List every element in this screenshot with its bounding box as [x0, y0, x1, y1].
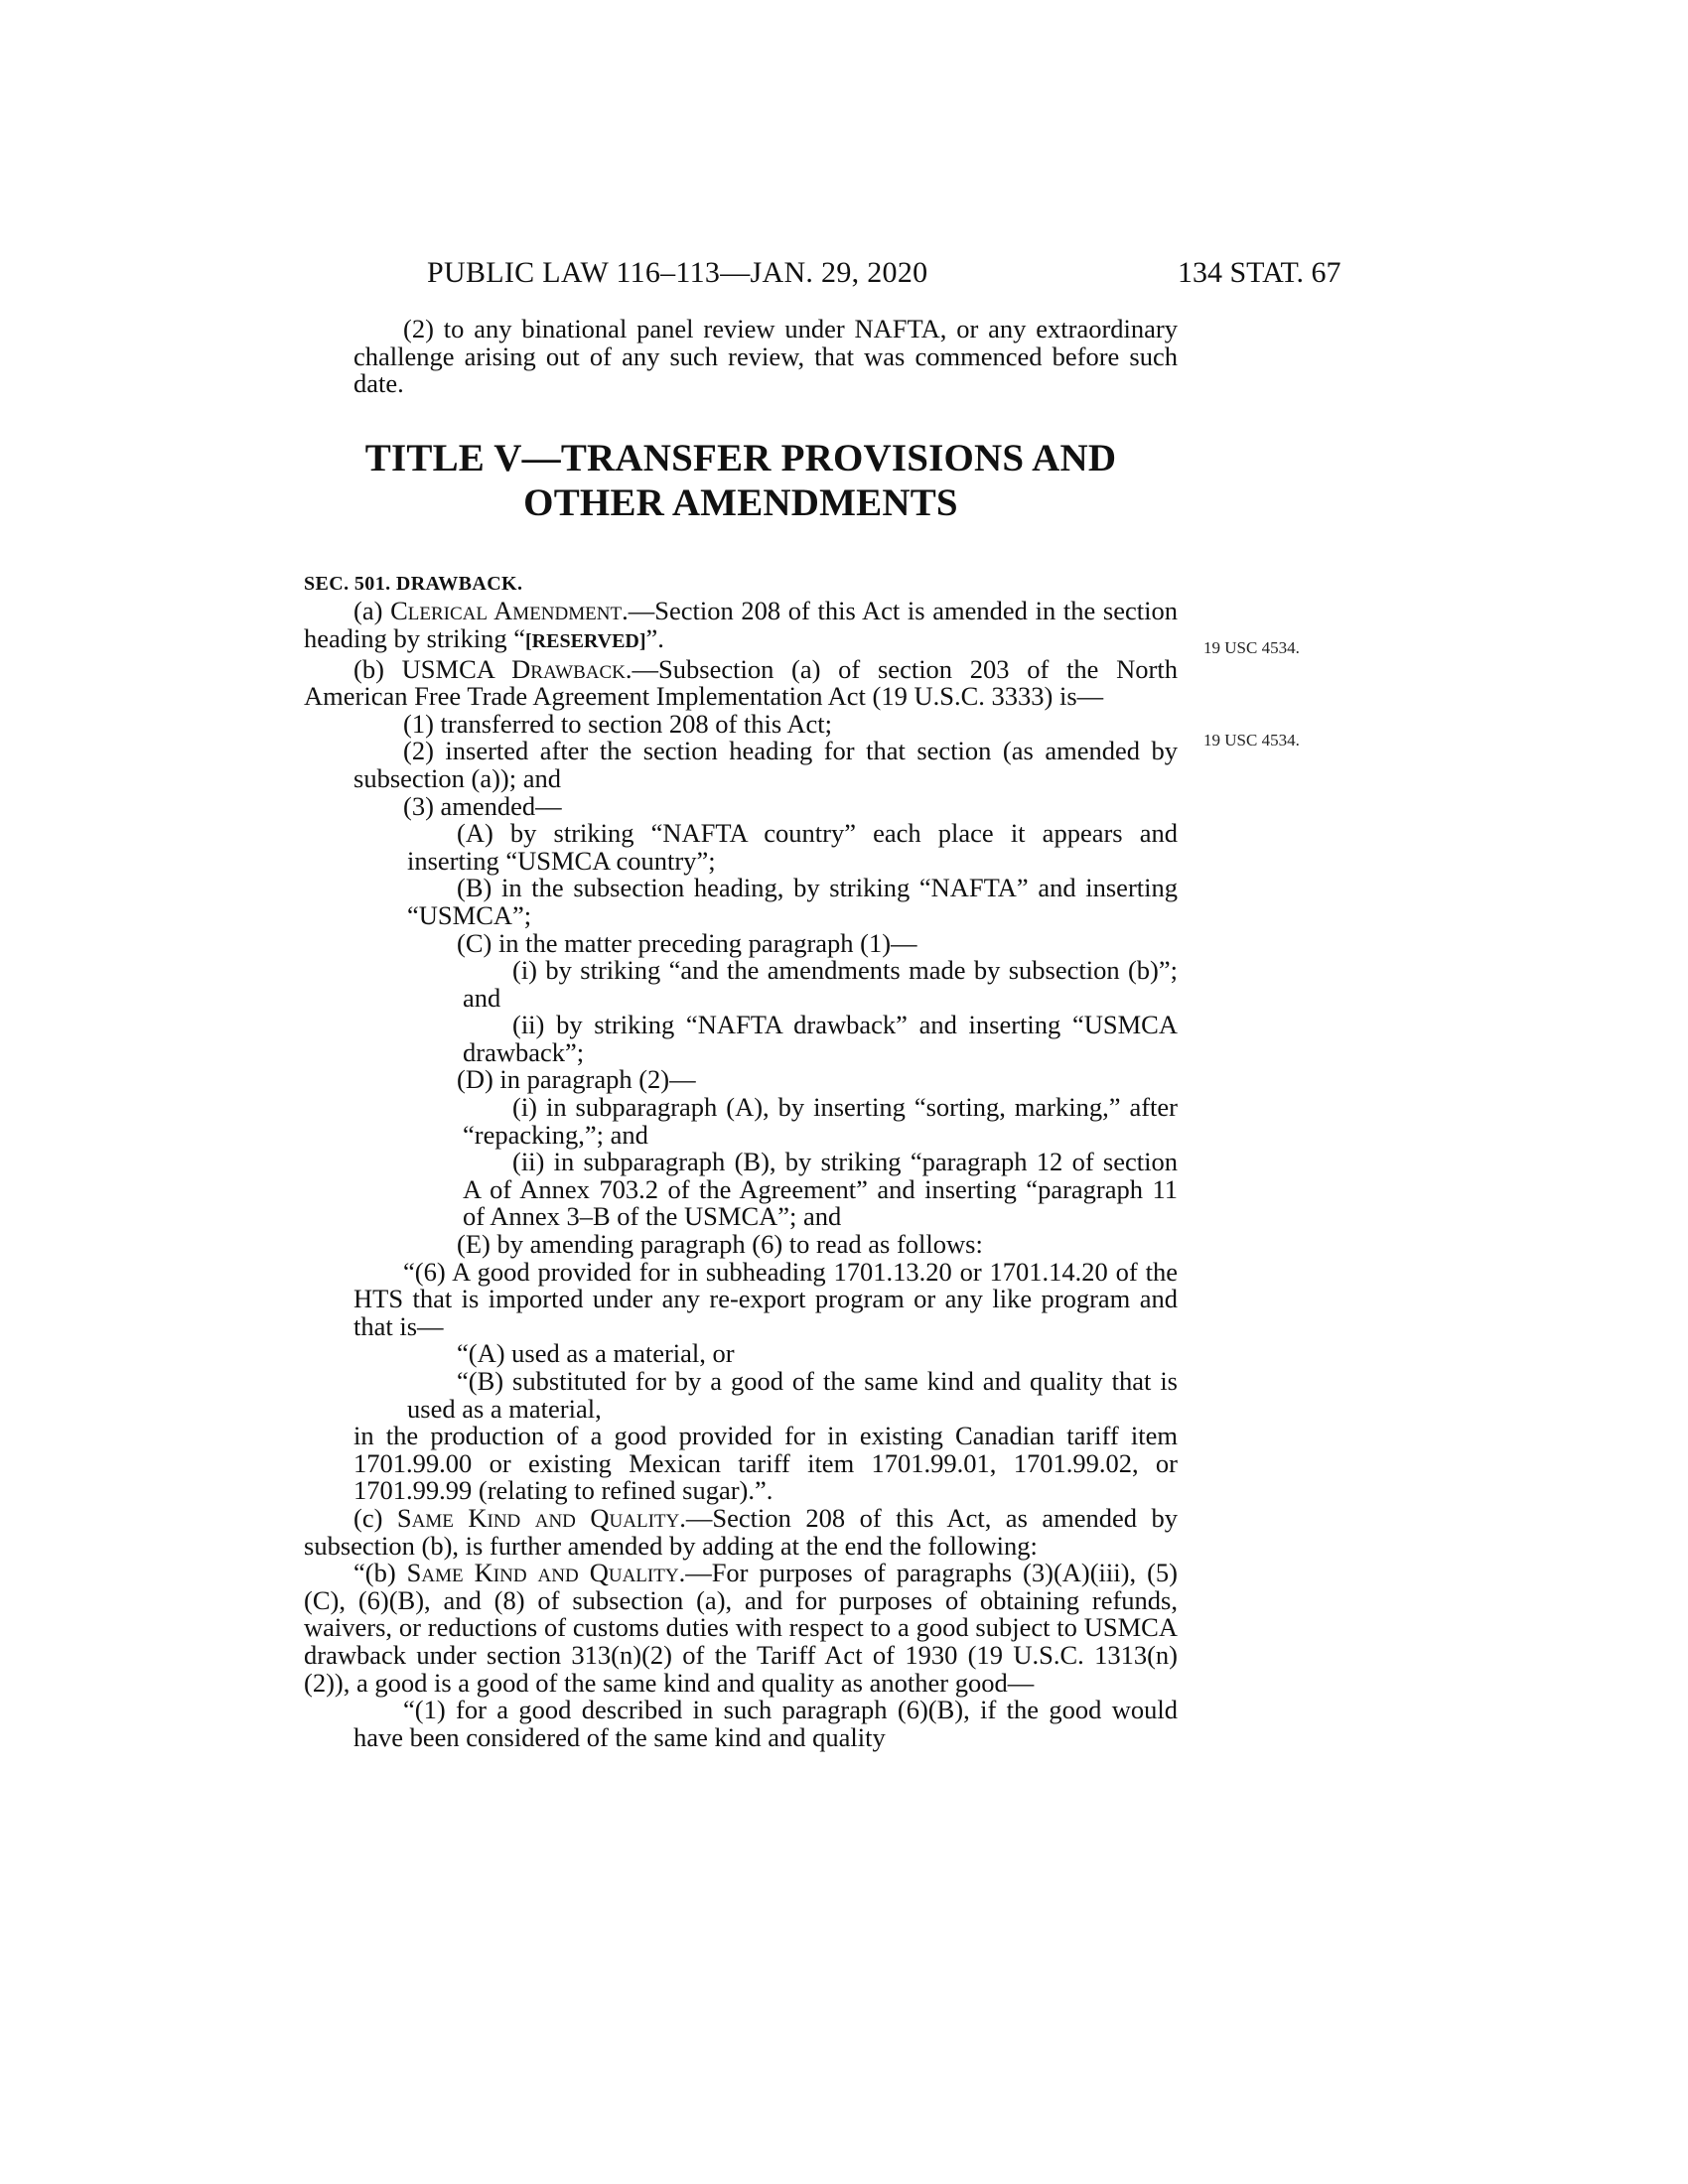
- subsection-label: (b) USMCA: [353, 653, 512, 684]
- paragraph: (2) to any binational panel review under NAFTA, or any extraordinary challenge arising out of any such review, that was commenced before such date.: [353, 314, 1178, 399]
- paragraph: (1) transferred to section 208 of this Act;: [403, 708, 832, 739]
- quoted-subsection-b: [304, 1560, 1178, 1697]
- quoted-subparagraph: “(A) used as a material, or: [457, 1338, 735, 1369]
- subsection-c: [304, 1502, 1178, 1561]
- subparagraph: (B) in the subsection heading, by striking “NAFTA” and inserting “USMCA”;: [407, 873, 1178, 930]
- subsection-a: [304, 598, 1178, 655]
- quoted-paragraph: “(1) for a good described in such paragraph (6)(B), if the good would have been considered of the same kind and quality: [353, 1695, 1178, 1752]
- running-header: [0, 256, 1688, 296]
- subsection-text: .—Section 208 of this Act, as amended by subsection (b), is further amended by adding at the end the following:: [304, 1502, 1178, 1561]
- quoted-paragraph: “(6) A good provided for in subheading 1701.13.20 or 1701.14.20 of the HTS that is imported under any re-export program or any like program and that is—: [353, 1256, 1178, 1341]
- margin-citation: 19 USC 4534.: [1203, 731, 1300, 750]
- subsection-text: .—Section 208 of this Act is amended in the section heading by striking “: [304, 596, 1178, 653]
- section-heading: SEC. 501. DRAWBACK.: [304, 572, 523, 595]
- clause: (ii) in subparagraph (B), by striking “paragraph 12 of section A of Annex 703.2 of the Agreement” and inserting “paragraph 11 of Annex 3–B of the USMCA”; and: [463, 1147, 1178, 1232]
- subparagraph: (A) by striking “NAFTA country” each place it appears and inserting “USMCA country”;: [407, 818, 1178, 876]
- subsection-caption: Clerical Amendment: [390, 596, 623, 626]
- subparagraph: (E) by amending paragraph (6) to read as follows:: [457, 1229, 983, 1260]
- subsection-caption: Same Kind and Quality: [396, 1502, 680, 1533]
- clause: (i) in subparagraph (A), by inserting “sorting, marking,” after “repacking,”; and: [463, 1092, 1178, 1150]
- paragraph: (3) amended—: [403, 790, 562, 821]
- subsection-label: (a): [353, 596, 391, 626]
- subsection-label: “(b): [353, 1558, 407, 1588]
- subparagraph: (D) in paragraph (2)—: [457, 1064, 696, 1095]
- paragraph: (2) inserted after the section heading for that section (as amended by subsection (a)); and: [353, 736, 1178, 793]
- subsection-b: [304, 653, 1178, 712]
- margin-citation: 19 USC 4534.: [1203, 638, 1300, 657]
- reserved-term: [RESERVED]: [525, 629, 646, 652]
- text-column: [304, 316, 1178, 1751]
- subsection-text: .—Subsection (a) of section 203 of the North American Free Trade Agreement Implementation Act (19 U.S.C. 3333) is—: [304, 653, 1178, 712]
- subsection-text: .—For purposes of paragraphs (3)(A)(iii), (5)(C), (6)(B), and (8) of subsection (a), and for purposes of obtaining refunds, waivers, or reductions of customs duties with respect to a good subject to USMCA drawback under section 313(n)(2) of the Tariff Act of 1930 (19 U.S.C. 1313(n)(2)), a good is a good of the same kind and quality as another good—: [304, 1558, 1179, 1698]
- subparagraph: (C) in the matter preceding paragraph (1)—: [457, 927, 917, 958]
- clause: (ii) by striking “NAFTA drawback” and inserting “USMCA drawback”;: [463, 1010, 1178, 1067]
- clause: (i) by striking “and the amendments made by subsection (b)”; and: [463, 955, 1178, 1013]
- subsection-caption: Same Kind and Quality: [406, 1558, 679, 1588]
- subsection-caption: Drawback: [511, 653, 626, 684]
- running-title: PUBLIC LAW 116–113—JAN. 29, 2020: [427, 256, 928, 289]
- quoted-subparagraph: “(B) substituted for by a good of the same kind and quality that is used as a material,: [407, 1366, 1178, 1424]
- quoted-paragraph-end: in the production of a good provided for in existing Canadian tariff item 1701.99.00 or existing Mexican tariff item 1701.99.01, 1701.99.02, or 1701.99.99 (relating to refined sugar).”.: [353, 1421, 1178, 1506]
- subsection-text: ”.: [645, 622, 664, 653]
- title-line: TITLE V—TRANSFER PROVISIONS AND: [364, 436, 1117, 479]
- subsection-label: (c): [353, 1502, 397, 1533]
- page-reference: 134 STAT. 67: [1178, 256, 1341, 289]
- title-line: OTHER AMENDMENTS: [523, 480, 958, 524]
- title-heading: [304, 436, 1178, 525]
